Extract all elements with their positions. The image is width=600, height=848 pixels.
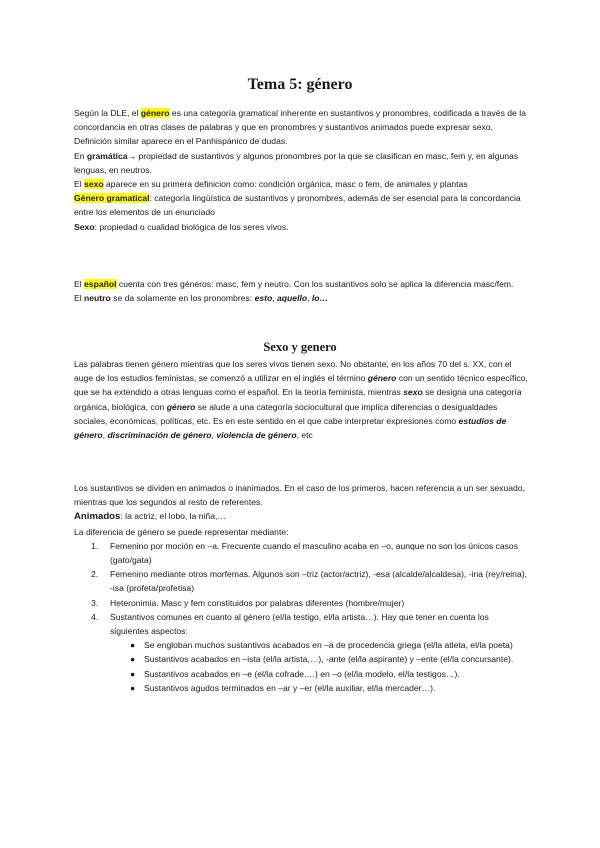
highlight-espanol: español	[84, 279, 117, 289]
list-item: 4. Sustantivos comunes en cuanto al género (el/la testigo, el/la artista…). Hay que tener en cuenta los siguientes aspectos:	[91, 611, 489, 637]
intro-paragraph-sexo-def: Sexo: propiedad o cualidad biológica de los seres vivos.	[74, 221, 289, 232]
list-item: 2. Femenino mediante otros morfemas. Algunos son –triz (actor/actriz), -esa (alcalde/alcaldesa), -ina (rey/reina), -isa (profeta/profetisa)	[91, 569, 527, 594]
highlight-genero: género	[140, 108, 170, 118]
bullet-icon: ●	[130, 640, 136, 651]
bullet-list	[74, 638, 529, 695]
sustantivos-paragraph: Los sustantivos se dividen en animados o inanimados. En el caso de los primeros, hacen referencia a un ser sexuado, mientras que los segundos al resto de referentes.	[74, 483, 525, 508]
list-item: 3. Heteronimia. Masc y fem constituidos por palabras diferentes (hombre/mujer)	[91, 597, 405, 608]
page-title: Tema 5: género	[247, 76, 353, 93]
bullet-icon: ●	[130, 668, 136, 679]
intro-paragraph-gramatica: En gramática→ propiedad de sustantivos y algunos pronombres por la que se clasifican en masc, fem y, en algunas lenguas, en neutros.	[74, 150, 519, 175]
neutro-paragraph: El neutro se da solamente en los pronombres: esto, aquello, lo…	[74, 293, 329, 304]
bullet-item: ● Sustantivos acabados en –e (el/la cofrade,…) en –o (el/la modelo, el/la testigos…).	[74, 667, 529, 681]
sexo-genero-section	[74, 357, 529, 442]
bullet-icon: ●	[130, 654, 136, 665]
intro-paragraph-sexo: El sexo aparece en su primera definicion como: condición orgánica, masc o fem, de animales y plantas	[74, 179, 468, 190]
intro-paragraph-genero-gramatical: Género gramatical: categoría lingüística de sustantivos y pronombres, además de ser esencial para la concordancia entre los elementos de un enunciado	[74, 193, 521, 218]
bullet-item: ● Se engloban muchos sustantivos acabados en –a de procedencia griega (el/la atleta, el/la poeta)	[74, 638, 529, 652]
intro-section	[74, 106, 529, 234]
list-item: 1. Femenino por moción en –a. Frecuente cuando el masculino acaba en –o, aunque no son los únicos casos (gato/gata)	[91, 540, 518, 566]
highlight-sexo: sexo	[84, 179, 104, 190]
espanol-paragraph: El español cuenta con tres géneros: masc, fem y neutro. Con los sustantivos solo se aplica la diferencia masc/fem.	[74, 279, 514, 289]
intro-paragraph-genero: Según la DLE, el género es una categoría gramatical inherente en sustantivos y pronombres, codificada a través de la concordancia en otras clases de palabras y que en pronombres y sustantivos animados puede expresar sexo. Definición similar aparece en el Panhispánico de dudas.	[74, 108, 526, 147]
bullet-item: ● Sustantivos agudos terminados en –ar y –er (el/la auxiliar, el/la mercader…).	[74, 681, 529, 695]
bullet-item: ● Sustantivos acabados en –ista (el/la artista,…), -ante (el/la aspirante) y –ente (el/la concursante).	[74, 652, 529, 666]
highlight-genero-gramatical: Género gramatical	[74, 193, 150, 204]
sustantivos-section	[74, 481, 529, 695]
diferencia-paragraph: La diferencia de género se puede representar mediante:	[74, 526, 289, 537]
bullet-icon: ●	[130, 682, 136, 693]
animados-paragraph: Animados: la actriz, el lobo, la niña,…	[74, 511, 226, 523]
sexo-genero-paragraph: Las palabras tienen género mientras que los seres vivos tienen sexo. No obstante, en los años 70 del s. XX, con el auge de los estudios feministas, se comenzó a utilizar en el inglés el término género con un sentido técnico específico, que se ha extendido a otras lenguas como el español. En la teoría feminista, mientras sexo se designa una categoría orgánica, biológica, con género se alude a una categoría sociocultural que implica diferencias o desigualdades sociales, económicas, políticas, etc. Es en este sentido en el que cabe interpretar expresiones como estudios de género, discriminación de género, violencia de género, etc	[74, 359, 528, 441]
section-heading-sexo-genero: Sexo y genero	[263, 340, 337, 354]
numbered-list	[74, 539, 529, 638]
espanol-section	[74, 277, 529, 305]
